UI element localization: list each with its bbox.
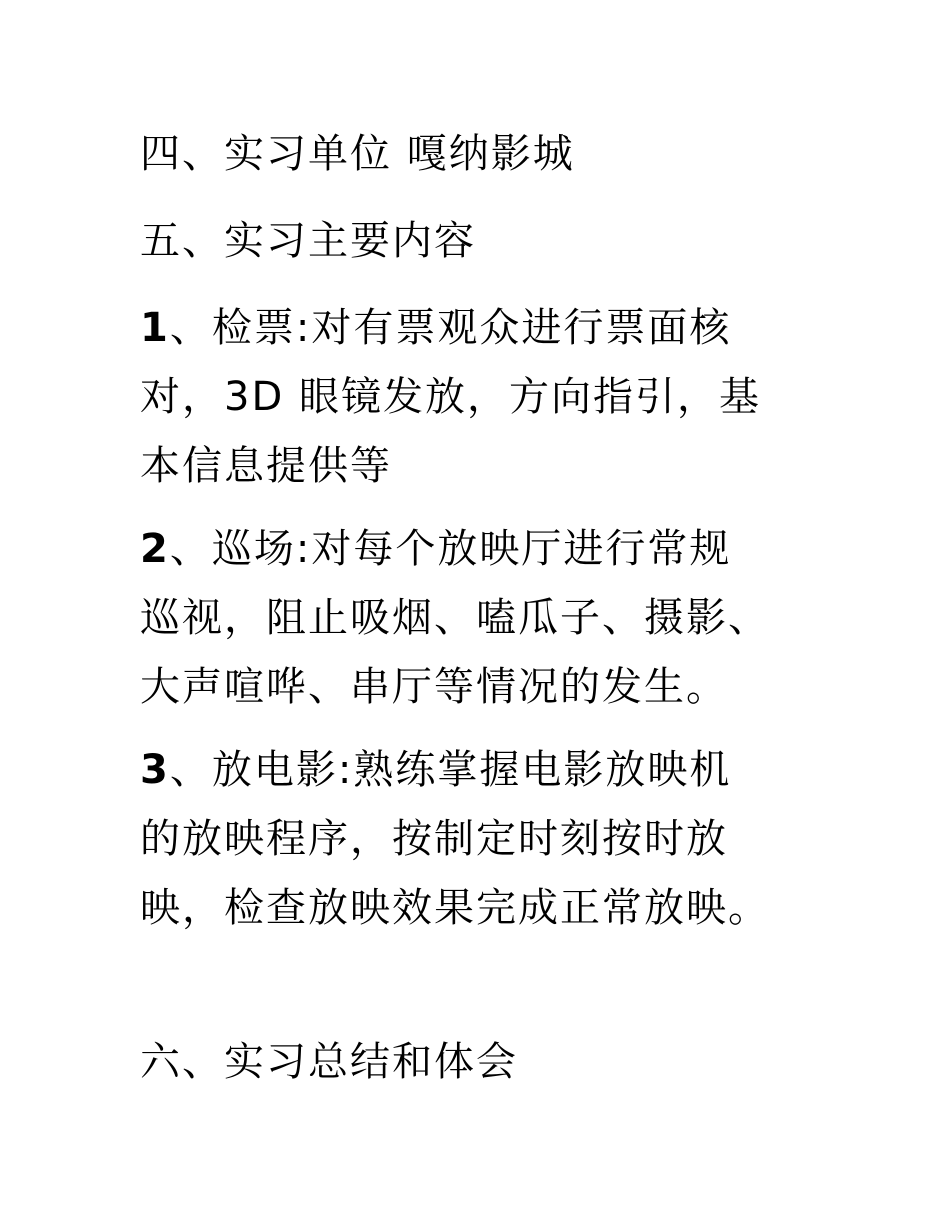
section-6-title: 六、实习总结和体会 <box>140 1039 518 1085</box>
section-5-title: 五、实习主要内容 <box>140 218 476 264</box>
section-6-heading <box>140 1028 840 1097</box>
list-item-ticket-check <box>140 294 840 501</box>
list-item-number: 3 <box>140 747 170 793</box>
list-item-number: 1 <box>140 305 170 351</box>
list-item-line: 对，3D 眼镜发放，方向指引，基 <box>140 374 761 420</box>
list-item-line: 大声喧哗、串厅等情况的发生。 <box>140 664 728 710</box>
list-item-line <box>140 736 840 805</box>
list-item-line: 的放映程序，按制定时刻按时放 <box>140 816 728 862</box>
list-item-line <box>140 515 840 584</box>
list-item-line: 映，检查放映效果完成正常放映。 <box>140 885 770 931</box>
section-4-title: 四、实习单位 <box>140 131 392 177</box>
list-item-number: 2 <box>140 526 170 572</box>
list-item-line: 本信息提供等 <box>140 443 392 489</box>
internship-unit-value: 嘎纳影城 <box>392 131 575 177</box>
list-item-text: 、检票:对有票观众进行票面核 <box>169 305 732 351</box>
section-5-heading <box>140 207 840 276</box>
list-item-text: 、放电影:熟练掌握电影放映机 <box>169 747 732 793</box>
list-item-line: 巡视，阻止吸烟、嗑瓜子、摄影、 <box>140 595 770 641</box>
list-item-projection <box>140 736 840 943</box>
list-item-line <box>140 294 840 363</box>
list-item-patrol <box>140 515 840 722</box>
section-4-heading <box>140 120 840 189</box>
list-item-text: 、巡场:对每个放映厅进行常规 <box>169 526 732 572</box>
